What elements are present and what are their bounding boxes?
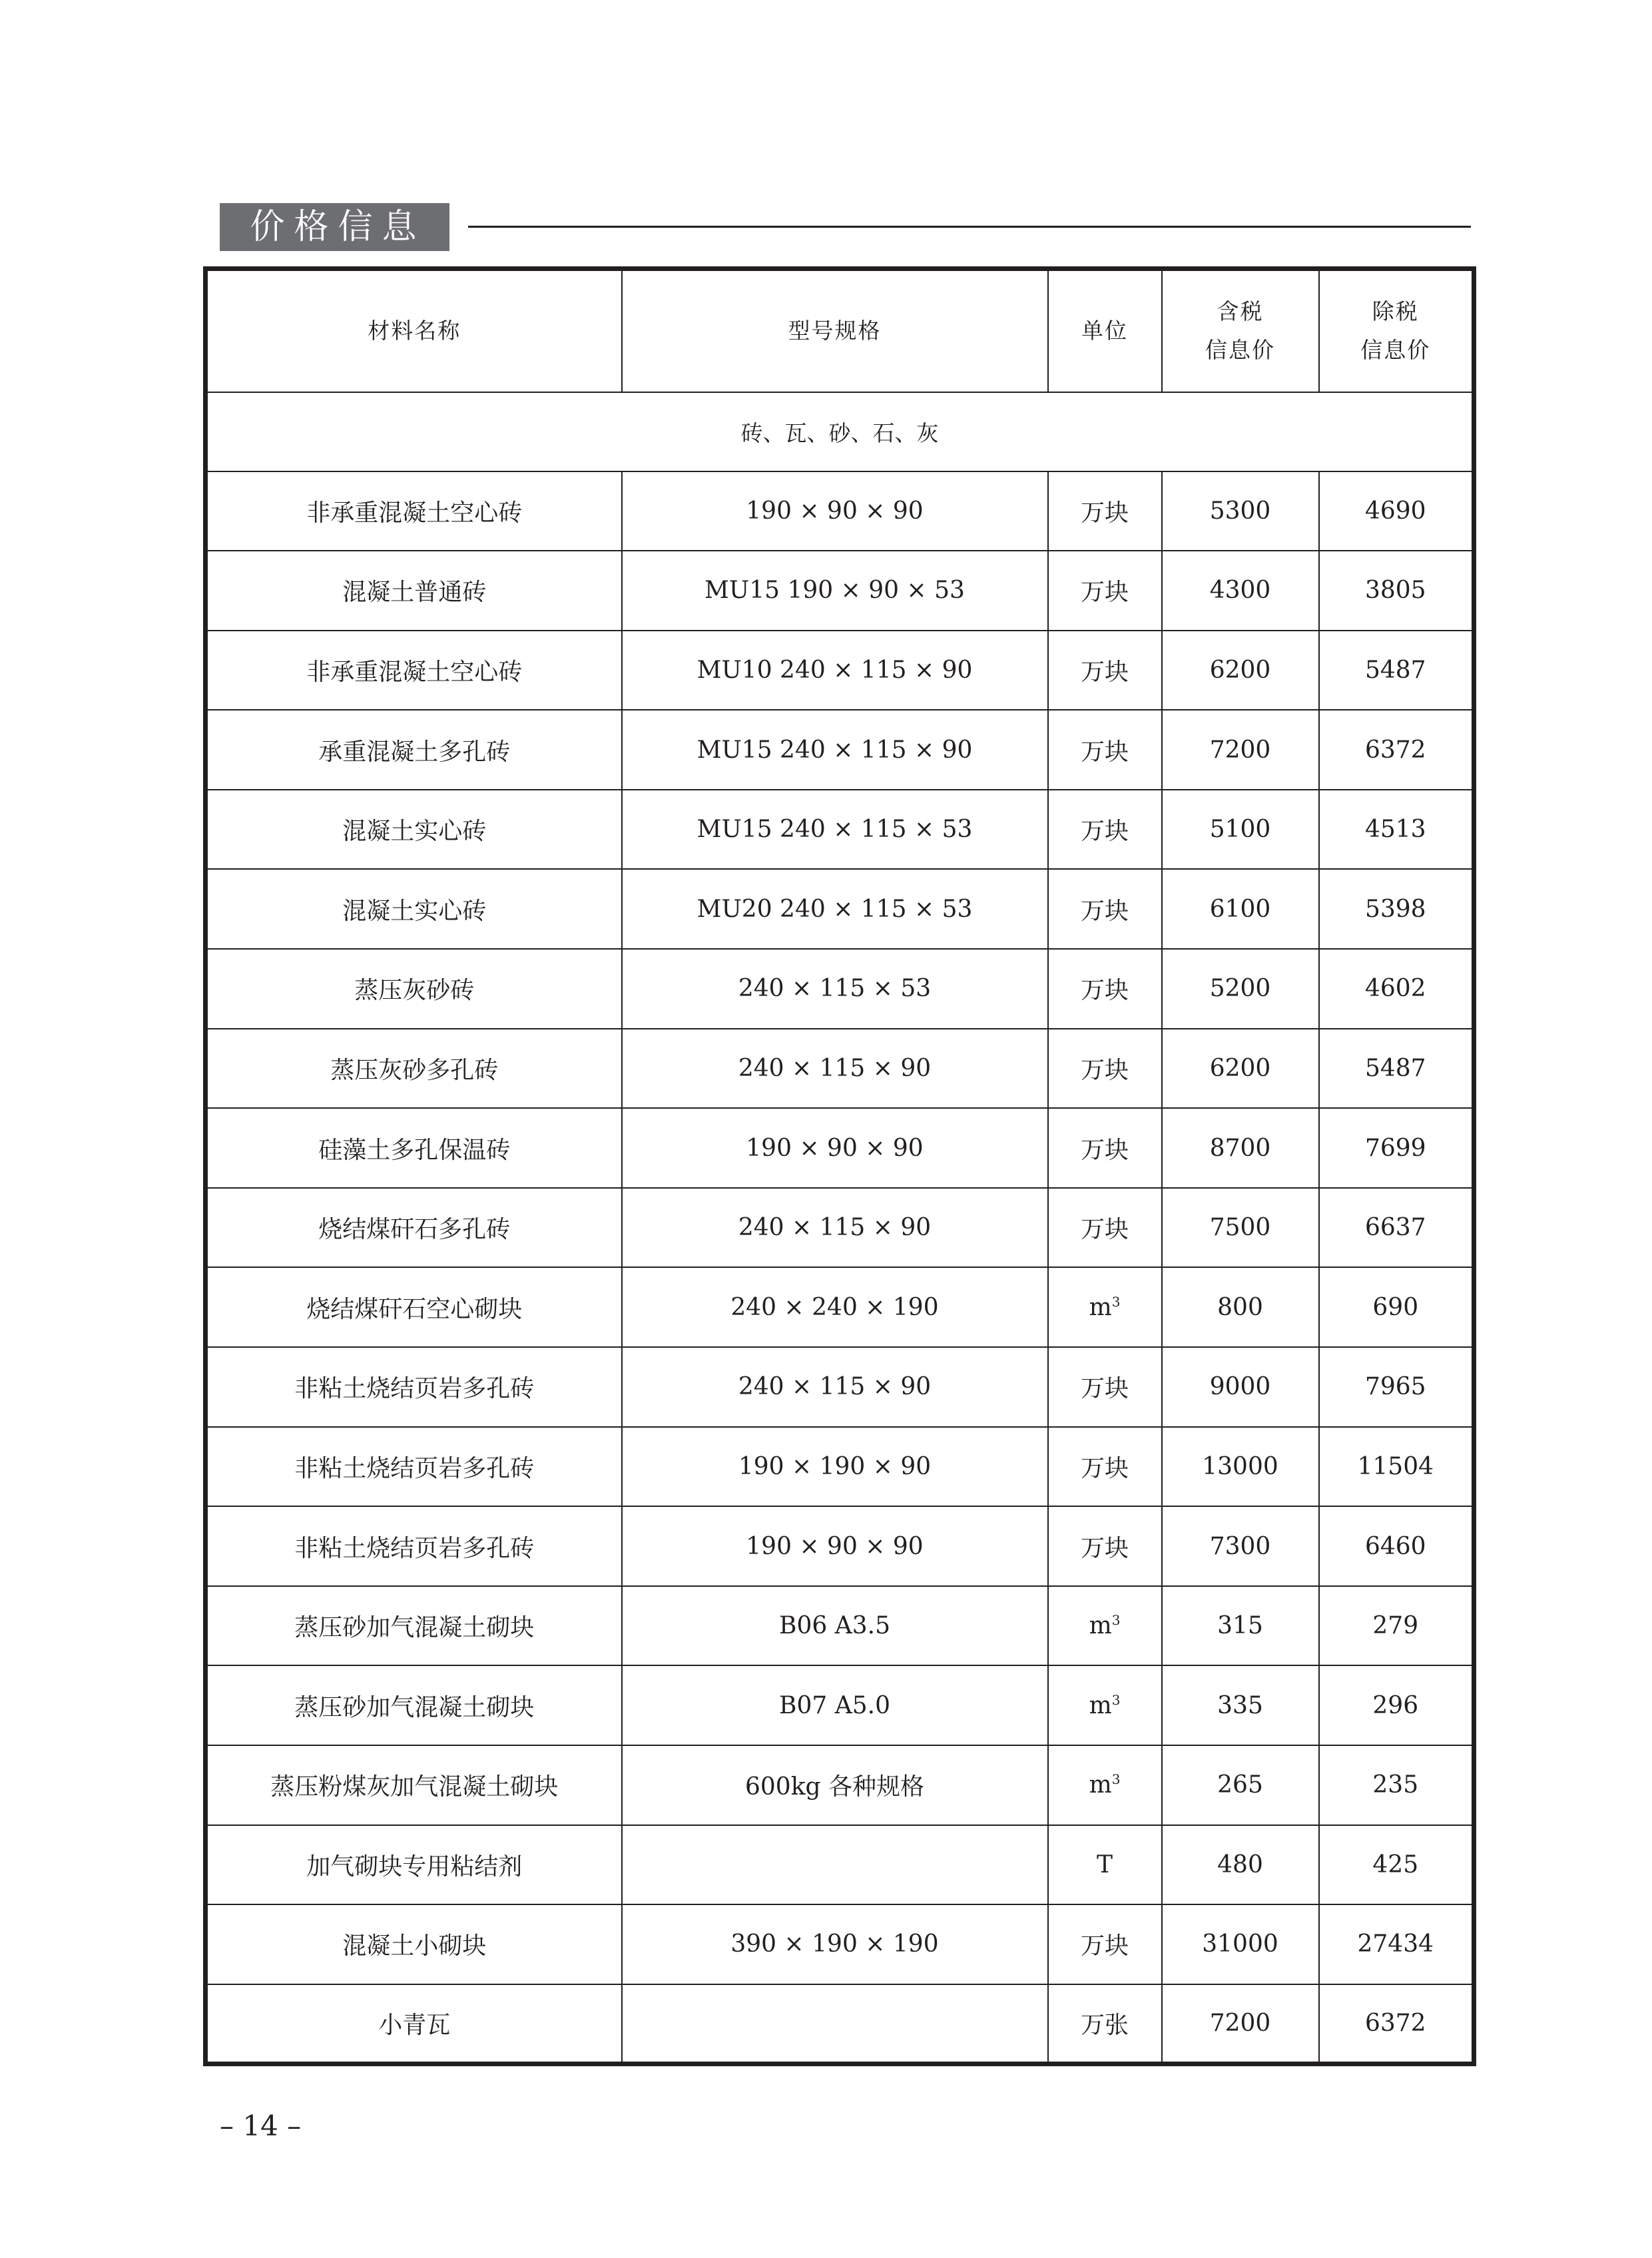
spec-cell: 190 × 190 × 90 [622, 1427, 1048, 1507]
table-row [206, 1984, 1474, 2064]
header-price-notax [1319, 269, 1474, 392]
price-tax-cell: 6200 [1162, 631, 1319, 710]
unit-text: T [1096, 1850, 1113, 1878]
spec-cell: 390 × 190 × 190 [622, 1904, 1048, 1984]
table-row [206, 471, 1474, 551]
spec-cell: MU15 240 × 115 × 90 [622, 710, 1048, 790]
unit-text: m [1089, 1691, 1112, 1719]
unit-cell [1048, 471, 1162, 551]
price-tax-cell: 9000 [1162, 1347, 1319, 1427]
material-name-cell: 蒸压粉煤灰加气混凝土砌块 [206, 1745, 622, 1825]
unit-superscript: 3 [1111, 1293, 1121, 1310]
header-rule [468, 226, 1471, 228]
spec-cell: MU15 240 × 115 × 53 [622, 790, 1048, 870]
header-price-tax-line2: 信息价 [1205, 337, 1275, 364]
price-notax-cell: 6460 [1319, 1506, 1474, 1586]
unit-superscript: 3 [1111, 1771, 1121, 1788]
price-tax-cell: 5200 [1162, 949, 1319, 1029]
unit-text: 万块 [1080, 977, 1129, 1005]
table-row [206, 1506, 1474, 1586]
table-row [206, 790, 1474, 870]
table-row [206, 1427, 1474, 1507]
table-row [206, 1029, 1474, 1109]
unit-text: m [1089, 1612, 1112, 1640]
unit-cell [1048, 1586, 1162, 1666]
table-row [206, 1904, 1474, 1984]
material-name-cell: 混凝土小砌块 [206, 1904, 622, 1984]
spec-cell: 240 × 115 × 90 [622, 1347, 1048, 1427]
unit-text: 万张 [1080, 2011, 1129, 2039]
spec-cell: 240 × 115 × 53 [622, 949, 1048, 1029]
price-notax-cell: 7965 [1319, 1347, 1474, 1427]
price-notax-cell: 4513 [1319, 790, 1474, 870]
material-name-cell: 烧结煤矸石空心砌块 [206, 1267, 622, 1347]
header-price-tax-line1: 含税 [1217, 298, 1264, 325]
spec-cell: B07 A5.0 [622, 1665, 1048, 1745]
price-notax-cell: 235 [1319, 1745, 1474, 1825]
unit-text: 万块 [1080, 1375, 1129, 1403]
price-notax-cell: 11504 [1319, 1427, 1474, 1507]
unit-text: m [1089, 1293, 1112, 1321]
table-row [206, 551, 1474, 631]
material-name-cell: 非粘土烧结页岩多孔砖 [206, 1506, 622, 1586]
unit-cell [1048, 790, 1162, 870]
header-price-notax-line2: 信息价 [1360, 337, 1431, 364]
unit-cell [1048, 1904, 1162, 1984]
material-name-cell: 硅藻土多孔保温砖 [206, 1108, 622, 1188]
material-name-cell: 混凝土实心砖 [206, 790, 622, 870]
price-notax-cell: 3805 [1319, 551, 1474, 631]
spec-cell: B06 A3.5 [622, 1586, 1048, 1666]
spec-cell: 600kg 各种规格 [622, 1745, 1048, 1825]
price-notax-cell: 296 [1319, 1665, 1474, 1745]
unit-cell [1048, 1665, 1162, 1745]
price-tax-cell: 7500 [1162, 1188, 1319, 1268]
spec-cell: MU20 240 × 115 × 53 [622, 869, 1048, 949]
unit-cell [1048, 1108, 1162, 1188]
unit-cell [1048, 1745, 1162, 1825]
price-tax-cell: 13000 [1162, 1427, 1319, 1507]
material-name-cell: 承重混凝土多孔砖 [206, 710, 622, 790]
price-tax-cell: 480 [1162, 1825, 1319, 1905]
material-name-cell: 烧结煤矸石多孔砖 [206, 1188, 622, 1268]
price-notax-cell: 4690 [1319, 471, 1474, 551]
material-name-cell: 非粘土烧结页岩多孔砖 [206, 1347, 622, 1427]
unit-text: 万块 [1080, 1216, 1129, 1244]
table-row [206, 631, 1474, 710]
material-name-cell: 蒸压砂加气混凝土砌块 [206, 1586, 622, 1666]
material-name-cell: 小青瓦 [206, 1984, 622, 2064]
unit-text: 万块 [1080, 1534, 1129, 1562]
category-row [206, 392, 1474, 471]
spec-cell: 240 × 115 × 90 [622, 1029, 1048, 1109]
unit-text: m [1089, 1771, 1112, 1799]
unit-text: 万块 [1080, 1454, 1129, 1482]
price-tax-cell: 265 [1162, 1745, 1319, 1825]
price-notax-cell: 5487 [1319, 631, 1474, 710]
header-price-notax-line1: 除税 [1372, 298, 1419, 325]
spec-cell: MU10 240 × 115 × 90 [622, 631, 1048, 710]
page-number: – 14 – [220, 2110, 302, 2142]
table-row [206, 710, 1474, 790]
unit-cell [1048, 1029, 1162, 1109]
material-name-cell: 非粘土烧结页岩多孔砖 [206, 1427, 622, 1507]
spec-cell [622, 1984, 1048, 2064]
header-name: 材料名称 [206, 269, 622, 392]
unit-text: 万块 [1080, 1136, 1129, 1164]
price-tax-cell: 335 [1162, 1665, 1319, 1745]
price-notax-cell: 6637 [1319, 1188, 1474, 1268]
unit-cell [1048, 1188, 1162, 1268]
price-notax-cell: 6372 [1319, 710, 1474, 790]
price-notax-cell: 5398 [1319, 869, 1474, 949]
price-tax-cell: 6100 [1162, 869, 1319, 949]
spec-cell: 190 × 90 × 90 [622, 471, 1048, 551]
unit-cell [1048, 551, 1162, 631]
unit-text: 万块 [1080, 658, 1129, 686]
price-notax-cell: 4602 [1319, 949, 1474, 1029]
unit-text: 万块 [1080, 499, 1129, 527]
unit-superscript: 3 [1111, 1612, 1121, 1629]
price-table [203, 266, 1476, 2066]
price-tax-cell: 5100 [1162, 790, 1319, 870]
table-row [206, 949, 1474, 1029]
unit-cell [1048, 1267, 1162, 1347]
table-row [206, 1665, 1474, 1745]
table-row [206, 869, 1474, 949]
price-notax-cell: 279 [1319, 1586, 1474, 1666]
unit-cell [1048, 1427, 1162, 1507]
table-row [206, 1267, 1474, 1347]
price-tax-cell: 7200 [1162, 1984, 1319, 2064]
price-tax-cell: 800 [1162, 1267, 1319, 1347]
price-notax-cell: 27434 [1319, 1904, 1474, 1984]
category-label: 砖、瓦、砂、石、灰 [206, 392, 1474, 471]
price-notax-cell: 690 [1319, 1267, 1474, 1347]
price-tax-cell: 7200 [1162, 710, 1319, 790]
price-tax-cell: 5300 [1162, 471, 1319, 551]
unit-cell [1048, 869, 1162, 949]
unit-cell [1048, 1825, 1162, 1905]
unit-text: 万块 [1080, 579, 1129, 607]
table-header-row [206, 269, 1474, 392]
unit-cell [1048, 631, 1162, 710]
unit-cell [1048, 1984, 1162, 2064]
material-name-cell: 混凝土实心砖 [206, 869, 622, 949]
header-unit: 单位 [1048, 269, 1162, 392]
spec-cell: MU15 190 × 90 × 53 [622, 551, 1048, 631]
spec-cell [622, 1825, 1048, 1905]
material-name-cell: 蒸压灰砂砖 [206, 949, 622, 1029]
unit-superscript: 3 [1111, 1691, 1121, 1708]
material-name-cell: 非承重混凝土空心砖 [206, 471, 622, 551]
section-title: 价格信息 [220, 203, 449, 251]
price-tax-cell: 6200 [1162, 1029, 1319, 1109]
table-row [206, 1745, 1474, 1825]
unit-cell [1048, 949, 1162, 1029]
unit-cell [1048, 1347, 1162, 1427]
unit-text: 万块 [1080, 818, 1129, 846]
material-name-cell: 非承重混凝土空心砖 [206, 631, 622, 710]
price-tax-cell: 31000 [1162, 1904, 1319, 1984]
price-notax-cell: 7699 [1319, 1108, 1474, 1188]
price-tax-cell: 8700 [1162, 1108, 1319, 1188]
unit-text: 万块 [1080, 1932, 1129, 1960]
unit-text: 万块 [1080, 897, 1129, 925]
unit-cell [1048, 1506, 1162, 1586]
spec-cell: 190 × 90 × 90 [622, 1506, 1048, 1586]
price-notax-cell: 425 [1319, 1825, 1474, 1905]
unit-text: 万块 [1080, 1056, 1129, 1084]
price-tax-cell: 7300 [1162, 1506, 1319, 1586]
spec-cell: 190 × 90 × 90 [622, 1108, 1048, 1188]
table-row [206, 1825, 1474, 1905]
table-row [206, 1188, 1474, 1268]
material-name-cell: 蒸压砂加气混凝土砌块 [206, 1665, 622, 1745]
price-tax-cell: 4300 [1162, 551, 1319, 631]
unit-cell [1048, 710, 1162, 790]
header-spec: 型号规格 [622, 269, 1048, 392]
spec-cell: 240 × 240 × 190 [622, 1267, 1048, 1347]
table-row [206, 1108, 1474, 1188]
price-notax-cell: 5487 [1319, 1029, 1474, 1109]
material-name-cell: 蒸压灰砂多孔砖 [206, 1029, 622, 1109]
unit-text: 万块 [1080, 738, 1129, 766]
table-row [206, 1347, 1474, 1427]
table-row [206, 1586, 1474, 1666]
header-price-tax [1162, 269, 1319, 392]
price-tax-cell: 315 [1162, 1586, 1319, 1666]
price-notax-cell: 6372 [1319, 1984, 1474, 2064]
material-name-cell: 加气砌块专用粘结剂 [206, 1825, 622, 1905]
spec-cell: 240 × 115 × 90 [622, 1188, 1048, 1268]
material-name-cell: 混凝土普通砖 [206, 551, 622, 631]
